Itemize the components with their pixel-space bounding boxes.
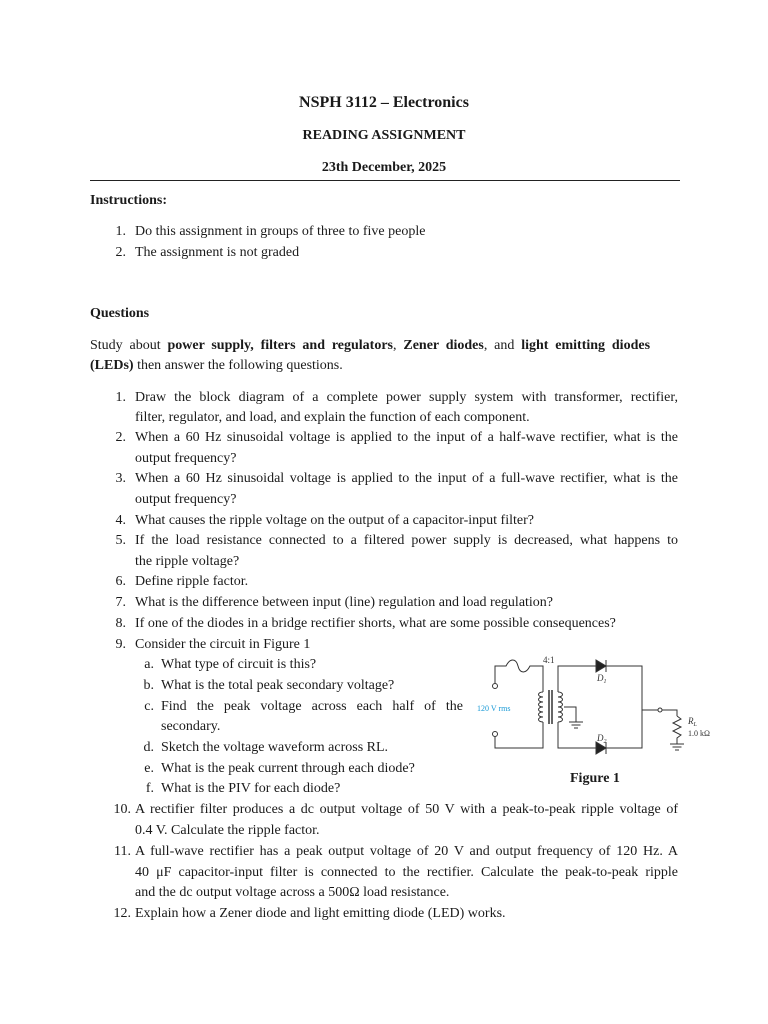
secondary-top-wire	[558, 666, 596, 692]
d2-label: $D_2$	[597, 733, 607, 745]
question-text: What is the difference between input (line) regulation and load regulation?	[135, 595, 554, 610]
question-text: the ripple voltage?	[135, 554, 240, 569]
question-text: output frequency?	[135, 492, 237, 507]
output-node	[658, 708, 662, 712]
intro-suffix: then answer the following questions.	[133, 358, 343, 373]
question-text: What causes the ripple voltage on the output of a capacitor-input filter?	[135, 513, 534, 528]
instruction-number: 1.	[115, 224, 126, 239]
subquestion-text: Find the peak voltage across each half of the	[161, 699, 463, 714]
diode-d1-icon	[596, 660, 606, 672]
subquestion-letter: f.	[145, 781, 154, 796]
turns-ratio-label: 4:1	[543, 655, 555, 665]
header-divider	[90, 180, 680, 181]
rl-label: $R_L$	[688, 716, 697, 728]
question-number: 2.	[115, 430, 126, 445]
instructions-heading: Instructions:	[90, 193, 168, 208]
question-number: 4.	[115, 513, 126, 528]
subquestion-letter: c.	[144, 699, 154, 714]
question-text: Define ripple factor.	[135, 574, 249, 589]
question-text: When a 60 Hz sinusoidal voltage is applied to the input of a full-wave rectifier, what is the	[135, 471, 678, 486]
question-text: A full-wave rectifier has a peak output voltage of 20 V and output frequency of 120 Hz. A	[135, 844, 678, 859]
question-number: 8.	[115, 616, 126, 631]
intro-prefix: Study about	[90, 338, 168, 353]
question-number: 12.	[113, 906, 131, 921]
intro-sep2: , and	[483, 338, 522, 353]
question-number: 6.	[115, 574, 126, 589]
assignment-date: 23th December, 2025	[321, 160, 447, 175]
subquestion-text: What is the total peak secondary voltage?	[161, 678, 395, 693]
question-number: 11.	[114, 844, 131, 859]
questions-intro-line1	[90, 338, 650, 354]
source-voltage-label: 120 V rms	[477, 704, 511, 713]
questions-heading: Questions	[90, 306, 150, 321]
instruction-item: Do this assignment in groups of three to five people	[135, 224, 426, 239]
question-number: 7.	[115, 595, 126, 610]
subquestion-text: What is the peak current through each diode?	[161, 761, 415, 776]
center-tap-wire	[564, 707, 576, 722]
subquestion-letter: a.	[144, 657, 154, 672]
d1-label: $D_1$	[597, 673, 607, 685]
question-text: When a 60 Hz sinusoidal voltage is applied to the input of a half-wave rectifier, what is the	[135, 430, 678, 445]
assignment-title: READING ASSIGNMENT	[302, 128, 466, 143]
subquestion-letter: d.	[143, 740, 154, 755]
intro-topic-zener: Zener diodes	[403, 338, 484, 353]
intro-topic-power-supply: power supply, filters and regulators	[167, 338, 394, 353]
load-resistor-icon	[673, 716, 681, 744]
secondary-bottom-wire	[558, 722, 596, 748]
question-text: output frequency?	[135, 451, 237, 466]
primary-bottom-wire	[495, 722, 543, 748]
fuse-icon	[495, 660, 543, 692]
question-number: 10.	[113, 802, 131, 817]
question-text: If one of the diodes in a bridge rectifier shorts, what are some possible consequences?	[135, 616, 616, 631]
instruction-item: The assignment is not graded	[135, 245, 300, 260]
question-text: and the dc output voltage across a 500Ω load resistance.	[135, 885, 450, 900]
input-terminal-bottom	[493, 732, 498, 737]
secondary-coil-icon	[558, 692, 563, 722]
course-title: NSPH 3112 – Electronics	[299, 94, 469, 111]
question-text: If the load resistance connected to a filtered power supply is decreased, what happens to	[135, 533, 678, 548]
instruction-number: 2.	[115, 245, 126, 260]
subquestion-text: What is the PIV for each diode?	[161, 781, 341, 796]
subquestion-text: secondary.	[161, 719, 221, 734]
intro-sep1: ,	[393, 338, 404, 353]
intro-topic-led: light emitting diodes	[521, 338, 651, 353]
subquestion-letter: e.	[144, 761, 154, 776]
question-text: A rectifier filter produces a dc output voltage of 50 V with a peak-to-peak ripple voltage of	[135, 802, 678, 817]
subquestion-letter: b.	[143, 678, 154, 693]
question-text: Draw the block diagram of a complete power supply system with transformer, rectifier,	[135, 390, 678, 405]
figure-1-circuit	[470, 652, 720, 762]
primary-coil-icon	[539, 692, 544, 722]
figure-caption: Figure 1	[570, 771, 620, 786]
question-text: Consider the circuit in Figure 1	[135, 637, 311, 652]
question-number: 1.	[115, 390, 126, 405]
questions-intro-line2	[90, 358, 343, 374]
question-text: filter, regulator, and load, and explain the function of each component.	[135, 410, 530, 425]
rl-value-label: 1.0 kΩ	[688, 729, 710, 738]
subquestion-text: Sketch the voltage waveform across RL.	[161, 740, 389, 755]
input-terminal-top	[493, 684, 498, 689]
intro-topic-led-abbr: (LEDs)	[90, 358, 134, 373]
question-number: 5.	[115, 533, 126, 548]
question-text: Explain how a Zener diode and light emitting diode (LED) works.	[135, 906, 506, 921]
question-text: 40 μF capacitor-input filter is connected to the rectifier. Calculate the peak-to-peak ripple	[135, 865, 678, 880]
question-number: 9.	[115, 637, 126, 652]
subquestion-text: What type of circuit is this?	[161, 657, 317, 672]
question-number: 3.	[115, 471, 126, 486]
question-text: 0.4 V. Calculate the ripple factor.	[135, 823, 320, 838]
